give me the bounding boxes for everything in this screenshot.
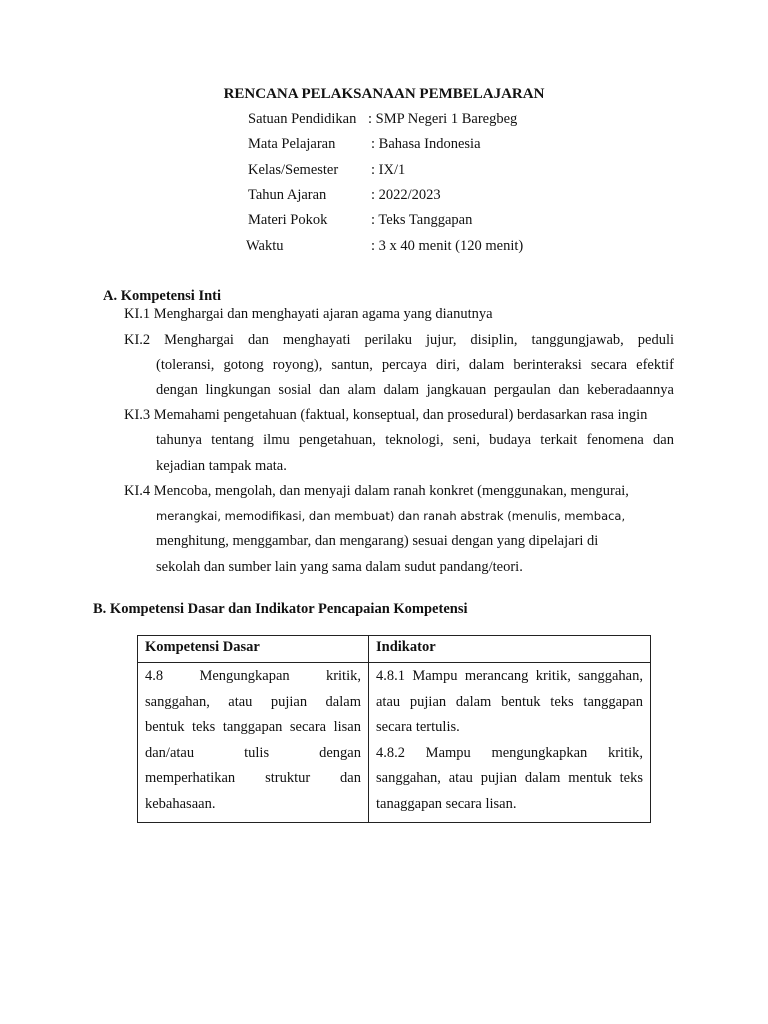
- ki1-text: KI.1 Menghargai dan menghayati ajaran agama yang dianutnya: [124, 306, 493, 322]
- kd-line: kebahasaan.: [145, 795, 216, 812]
- table-header-row: [138, 636, 651, 663]
- section-a-heading: A. Kompetensi Inti: [103, 288, 222, 304]
- meta-label-materi: Materi Pokok: [248, 212, 328, 228]
- indicator-line: sanggahan, atau pujian dalam mentuk teks: [376, 770, 643, 786]
- meta-label-mapel: Mata Pelajaran: [248, 136, 336, 152]
- kd-indicator-table: [137, 635, 651, 823]
- ki4-line-2: merangkai, memodifikasi, dan membuat) dan ranah abstrak (menulis, membaca,: [156, 509, 626, 523]
- section-b-heading: B. Kompetensi Dasar dan Indikator Pencapaian Kompetensi: [93, 601, 468, 617]
- table-row: [138, 663, 651, 823]
- meta-label-kelas: Kelas/Semester: [248, 162, 339, 178]
- ki3-line-3: kejadian tampak mata.: [156, 458, 287, 474]
- kd-line: memperhatikan struktur dan: [145, 770, 361, 786]
- ki2-line-2: (toleransi, gotong royong), santun, percaya diri, dalam berinteraksi secara efektif: [156, 357, 674, 373]
- indicator-line: 4.8.1 Mampu merancang kritik, sanggahan,: [376, 668, 643, 684]
- document-title: RENCANA PELAKSANAAN PEMBELAJARAN: [223, 86, 545, 102]
- indicator-line: tanaggapan secara lisan.: [376, 795, 517, 812]
- ki4-line-4: sekolah dan sumber lain yang sama dalam sudut pandang/teori.: [156, 559, 523, 575]
- ki3-line-1: KI.3 Memahami pengetahuan (faktual, konseptual, dan prosedural) berdasarkan rasa ingin: [124, 407, 648, 423]
- meta-value-kelas: : IX/1: [371, 162, 406, 178]
- ki2-line-3: dengan lingkungan sosial dan alam dalam jangkauan pergaulan dan keberadaannya: [156, 382, 674, 398]
- indicator-line: atau pujian dalam bentuk teks tanggapan: [376, 693, 643, 710]
- meta-value-mapel: : Bahasa Indonesia: [371, 136, 481, 152]
- kd-line: bentuk teks tanggapan secara lisan: [145, 719, 361, 735]
- kd-line: sanggahan, atau pujian dalam: [145, 693, 361, 710]
- meta-value-materi: : Teks Tanggapan: [371, 212, 473, 228]
- ki4-line-3: menghitung, menggambar, dan mengarang) sesuai dengan yang dipelajari di: [156, 533, 599, 549]
- meta-value-satuan: : SMP Negeri 1 Baregbeg: [368, 111, 518, 127]
- meta-label-satuan: Satuan Pendidikan: [248, 111, 357, 127]
- indicator-line: secara tertulis.: [376, 719, 460, 735]
- header-kompetensi-dasar: Kompetensi Dasar: [138, 636, 369, 663]
- ki3-line-2: tahunya tentang ilmu pengetahuan, teknologi, seni, budaya terkait fenomena dan: [156, 432, 674, 448]
- kd-line: 4.8 Mengungkapan kritik,: [145, 668, 361, 684]
- header-indikator: Indikator: [369, 636, 651, 663]
- meta-value-waktu: : 3 x 40 menit (120 menit): [371, 238, 524, 254]
- ki4-line-1: KI.4 Mencoba, mengolah, dan menyaji dalam ranah konkret (menggunakan, mengurai,: [124, 483, 629, 499]
- ki2-line-1: KI.2 Menghargai dan menghayati perilaku jujur, disiplin, tanggungjawab, peduli: [124, 332, 674, 348]
- meta-label-tahun: Tahun Ajaran: [248, 187, 327, 203]
- indicator-cell: [369, 663, 651, 823]
- meta-value-tahun: : 2022/2023: [371, 187, 441, 203]
- meta-label-waktu: Waktu: [246, 238, 284, 254]
- indicator-line: 4.8.2 Mampu mengungkapkan kritik,: [376, 744, 643, 761]
- kd-cell: [138, 663, 369, 823]
- kd-line: dan/atau tulis dengan: [145, 744, 361, 761]
